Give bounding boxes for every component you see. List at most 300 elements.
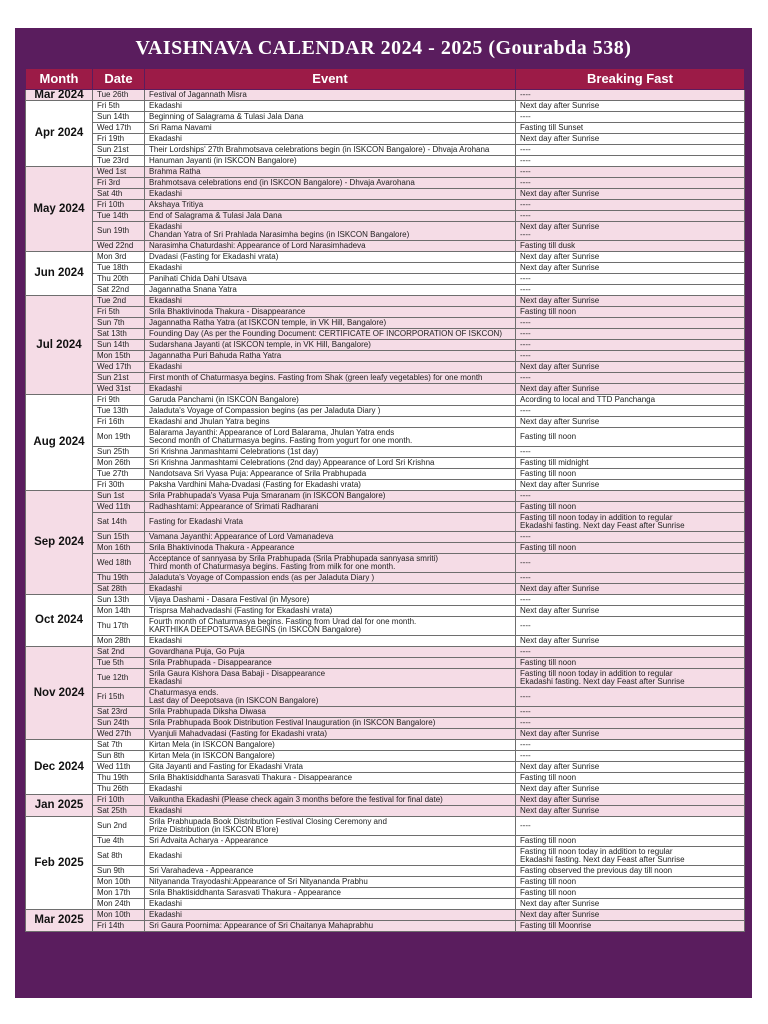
- breaking-fast-line: Next day after Sunrise: [520, 805, 600, 815]
- breaking-fast-cell: [516, 729, 745, 740]
- table-row: [26, 145, 745, 156]
- table-row: [26, 417, 745, 428]
- event-cell: [145, 222, 516, 241]
- event-line: Chandan Yatra of Sri Prahlada Narasimha begins (in ISKCON Bangalore): [149, 230, 410, 239]
- date-cell: Mon 17th: [93, 888, 145, 899]
- table-row: [26, 189, 745, 200]
- date-cell: Mon 14th: [93, 606, 145, 617]
- event-line: Jagannatha Puri Bahuda Ratha Yatra: [149, 350, 282, 360]
- table-row: [26, 285, 745, 296]
- breaking-fast-cell: [516, 145, 745, 156]
- table-row: [26, 899, 745, 910]
- breaking-fast-line: Fasting till noon today in addition to regular: [520, 512, 673, 522]
- event-cell: [145, 101, 516, 112]
- date-cell: Tue 26th: [93, 90, 145, 101]
- event-line: Sri Gaura Poornima: Appearance of Sri Chaitanya Mahaprabhu: [149, 920, 374, 930]
- date-cell: Fri 10th: [93, 200, 145, 211]
- event-cell: [145, 123, 516, 134]
- date-cell: Sun 24th: [93, 718, 145, 729]
- date-cell: Tue 27th: [93, 469, 145, 480]
- breaking-fast-line: Next day after Sunrise: [520, 909, 600, 919]
- event-line: Vijaya Dashami - Dasara Festival (in Mysore): [149, 594, 310, 604]
- event-cell: [145, 189, 516, 200]
- table-row: [26, 573, 745, 584]
- event-cell: [145, 156, 516, 167]
- table-row: [26, 384, 745, 395]
- date-cell: Sat 23rd: [93, 707, 145, 718]
- breaking-fast-line: Next day after Sunrise: [520, 383, 600, 393]
- table-row: [26, 167, 745, 178]
- date-cell: Mon 28th: [93, 636, 145, 647]
- breaking-fast-cell: [516, 428, 745, 447]
- breaking-fast-cell: [516, 647, 745, 658]
- month-cell: Jul 2024: [26, 296, 93, 395]
- event-cell: [145, 847, 516, 866]
- event-cell: [145, 806, 516, 817]
- breaking-fast-cell: [516, 573, 745, 584]
- table-row: [26, 658, 745, 669]
- event-line: Ekadashi: [149, 583, 182, 593]
- breaking-fast-cell: [516, 513, 745, 532]
- event-line: KARTHIKA DEEPOTSAVA BEGINS (in ISKCON Bangalore): [149, 625, 362, 634]
- breaking-fast-cell: [516, 669, 745, 688]
- event-cell: [145, 729, 516, 740]
- event-line: Hanuman Jayanti (in ISKCON Bangalore): [149, 155, 297, 165]
- event-cell: [145, 200, 516, 211]
- event-cell: [145, 406, 516, 417]
- breaking-fast-line: ----: [520, 594, 531, 604]
- breaking-fast-line: Fasting till noon today in addition to regular: [520, 846, 673, 856]
- event-line: Nityananda Trayodashi:Appearance of Sri Nityananda Prabhu: [149, 876, 368, 886]
- date-cell: Wed 18th: [93, 554, 145, 573]
- date-cell: Wed 22nd: [93, 241, 145, 252]
- breaking-fast-line: Next day after Sunrise: [520, 794, 600, 804]
- event-cell: [145, 543, 516, 554]
- event-cell: [145, 307, 516, 318]
- event-line: Ekadashi: [149, 850, 182, 860]
- event-line: Srila Prabhupada Book Distribution Festival Inauguration (in ISKCON Bangalore): [149, 717, 436, 727]
- breaking-fast-cell: [516, 606, 745, 617]
- breaking-fast-cell: [516, 751, 745, 762]
- breaking-fast-cell: [516, 480, 745, 491]
- date-cell: Fri 30th: [93, 480, 145, 491]
- event-cell: [145, 373, 516, 384]
- breaking-fast-cell: [516, 101, 745, 112]
- event-line: Ekadashi: [149, 383, 182, 393]
- breaking-fast-line: ----: [520, 317, 531, 327]
- table-row: [26, 762, 745, 773]
- breaking-fast-line: ----: [520, 820, 531, 830]
- event-cell: [145, 211, 516, 222]
- header-date: Date: [93, 69, 145, 90]
- event-cell: [145, 836, 516, 847]
- event-line: Last day of Deepotsava (in ISKCON Bangalore): [149, 696, 319, 705]
- breaking-fast-line: ----: [520, 111, 531, 121]
- table-row: [26, 502, 745, 513]
- table-row: [26, 101, 745, 112]
- breaking-fast-line: ----: [520, 691, 531, 701]
- header-month: Month: [26, 69, 93, 90]
- date-cell: Thu 19th: [93, 573, 145, 584]
- breaking-fast-line: Next day after Sunrise: [520, 635, 600, 645]
- event-line: Ekadashi: [149, 361, 182, 371]
- date-cell: Thu 26th: [93, 784, 145, 795]
- date-cell: Sat 8th: [93, 847, 145, 866]
- table-row: [26, 532, 745, 543]
- breaking-fast-cell: [516, 200, 745, 211]
- event-line: Acceptance of sannyasa by Srila Prabhupada (Srila Prabhupada sannyasa smriti): [149, 553, 439, 563]
- date-cell: Tue 13th: [93, 406, 145, 417]
- breaking-fast-cell: [516, 584, 745, 595]
- date-cell: Sun 25th: [93, 447, 145, 458]
- table-row: [26, 480, 745, 491]
- date-cell: Sun 9th: [93, 866, 145, 877]
- event-line: Brahmotsava celebrations end (in ISKCON Bangalore) - Dhvaja Avarohana: [149, 177, 415, 187]
- breaking-fast-cell: [516, 740, 745, 751]
- breaking-fast-line: Fasting till midnight: [520, 457, 589, 467]
- breaking-fast-line: Fasting till noon: [520, 542, 577, 552]
- date-cell: Tue 5th: [93, 658, 145, 669]
- breaking-fast-line: ----: [520, 89, 531, 99]
- breaking-fast-line: ----: [520, 706, 531, 716]
- event-line: Nandotsava Sri Vyasa Puja: Appearance of Srila Prabhupada: [149, 468, 367, 478]
- breaking-fast-cell: [516, 222, 745, 241]
- breaking-fast-cell: [516, 469, 745, 480]
- breaking-fast-cell: [516, 351, 745, 362]
- breaking-fast-line: Next day after Sunrise: [520, 761, 600, 771]
- table-row: [26, 836, 745, 847]
- event-cell: [145, 817, 516, 836]
- breaking-fast-line: ----: [520, 572, 531, 582]
- month-cell: Jan 2025: [26, 795, 93, 817]
- table-row: [26, 112, 745, 123]
- event-cell: [145, 866, 516, 877]
- breaking-fast-cell: [516, 373, 745, 384]
- event-line: Ekadashi: [149, 221, 182, 231]
- event-cell: [145, 252, 516, 263]
- table-row: [26, 395, 745, 406]
- event-line: Paksha Vardhini Maha-Dvadasi (Fasting for Ekadashi vrata): [149, 479, 361, 489]
- event-line: Ekadashi: [149, 783, 182, 793]
- event-line: Dvadasi (Fasting for Ekadashi vrata): [149, 251, 279, 261]
- event-line: Festival of Jagannath Misra: [149, 89, 247, 99]
- month-cell: Nov 2024: [26, 647, 93, 740]
- breaking-fast-cell: [516, 910, 745, 921]
- table-row: [26, 554, 745, 573]
- table-row: [26, 718, 745, 729]
- event-line: Jagannatha Ratha Yatra (at ISKCON temple, in VK Hill, Bangalore): [149, 317, 387, 327]
- breaking-fast-cell: [516, 617, 745, 636]
- event-cell: [145, 910, 516, 921]
- table-row: [26, 584, 745, 595]
- event-line: Ekadashi: [149, 677, 182, 686]
- event-line: Srila Gaura Kishora Dasa Babaji - Disappearance: [149, 668, 326, 678]
- header-row: [26, 69, 745, 90]
- event-line: Fasting for Ekadashi Vrata: [149, 516, 243, 526]
- month-group: [26, 491, 745, 595]
- breaking-fast-cell: [516, 543, 745, 554]
- breaking-fast-line: Fasting till noon: [520, 501, 577, 511]
- table-row: [26, 921, 745, 932]
- table-row: [26, 669, 745, 688]
- event-line: Ekadashi: [149, 133, 182, 143]
- date-cell: Sun 1st: [93, 491, 145, 502]
- date-cell: Mon 26th: [93, 458, 145, 469]
- table-row: [26, 428, 745, 447]
- event-cell: [145, 647, 516, 658]
- breaking-fast-cell: [516, 395, 745, 406]
- month-cell: Jun 2024: [26, 252, 93, 296]
- event-cell: [145, 145, 516, 156]
- event-line: Srila Prabhupada Diksha Diwasa: [149, 706, 266, 716]
- event-cell: [145, 740, 516, 751]
- event-line: Sri Krishna Janmashtami Celebrations (1st day): [149, 446, 319, 456]
- breaking-fast-line: ----: [520, 144, 531, 154]
- date-cell: Thu 19th: [93, 773, 145, 784]
- table-row: [26, 543, 745, 554]
- event-line: Sri Rama Navami: [149, 122, 212, 132]
- breaking-fast-line: Next day after Sunrise: [520, 728, 600, 738]
- date-cell: Fri 9th: [93, 395, 145, 406]
- breaking-fast-cell: [516, 156, 745, 167]
- month-group: [26, 395, 745, 491]
- breaking-fast-cell: [516, 762, 745, 773]
- table-row: [26, 729, 745, 740]
- event-cell: [145, 491, 516, 502]
- table-row: [26, 241, 745, 252]
- breaking-fast-cell: [516, 866, 745, 877]
- breaking-fast-line: Fasting till noon: [520, 306, 577, 316]
- table-row: [26, 351, 745, 362]
- table-row: [26, 318, 745, 329]
- breaking-fast-cell: [516, 921, 745, 932]
- breaking-fast-line: ----: [520, 166, 531, 176]
- event-cell: [145, 773, 516, 784]
- event-line: Radhashtami: Appearance of Srimati Radharani: [149, 501, 319, 511]
- breaking-fast-line: Ekadashi fasting. Next day Feast after Sunrise: [520, 521, 685, 530]
- breaking-fast-cell: [516, 491, 745, 502]
- event-line: Vamana Jayanthi: Appearance of Lord Vamanadeva: [149, 531, 334, 541]
- breaking-fast-line: Ekadashi fasting. Next day Feast after Sunrise: [520, 677, 685, 686]
- date-cell: Fri 14th: [93, 921, 145, 932]
- event-line: Trisprsa Mahadvadashi (Fasting for Ekadashi vrata): [149, 605, 333, 615]
- event-line: Brahma Ratha: [149, 166, 201, 176]
- breaking-fast-line: Next day after Sunrise: [520, 361, 600, 371]
- table-row: [26, 707, 745, 718]
- breaking-fast-line: ----: [520, 531, 531, 541]
- table-row: [26, 200, 745, 211]
- month-cell: May 2024: [26, 167, 93, 252]
- date-cell: Wed 17th: [93, 123, 145, 134]
- breaking-fast-cell: [516, 274, 745, 285]
- date-cell: Sat 2nd: [93, 647, 145, 658]
- table-row: [26, 806, 745, 817]
- date-cell: Tue 14th: [93, 211, 145, 222]
- header-event: Event: [145, 69, 516, 90]
- breaking-fast-line: Fasting till noon: [520, 887, 577, 897]
- event-cell: [145, 532, 516, 543]
- table-row: [26, 263, 745, 274]
- breaking-fast-cell: [516, 836, 745, 847]
- event-cell: [145, 751, 516, 762]
- table-row: [26, 274, 745, 285]
- date-cell: Fri 10th: [93, 795, 145, 806]
- table-row: [26, 647, 745, 658]
- table-row: [26, 817, 745, 836]
- month-cell: Mar 2024: [26, 90, 93, 101]
- table-row: [26, 296, 745, 307]
- event-line: Srila Bhaktivinoda Thakura - Disappearance: [149, 306, 306, 316]
- breaking-fast-line: Fasting till Sunset: [520, 122, 584, 132]
- breaking-fast-line: ----: [520, 350, 531, 360]
- event-line: Garuda Panchami (in ISKCON Bangalore): [149, 394, 299, 404]
- event-cell: [145, 554, 516, 573]
- month-group: [26, 817, 745, 910]
- date-cell: Tue 4th: [93, 836, 145, 847]
- breaking-fast-cell: [516, 318, 745, 329]
- event-cell: [145, 329, 516, 340]
- month-group: [26, 740, 745, 795]
- table-row: [26, 636, 745, 647]
- event-cell: [145, 351, 516, 362]
- event-cell: [145, 513, 516, 532]
- breaking-fast-cell: [516, 189, 745, 200]
- event-line: Kirtan Mela (in ISKCON Bangalore): [149, 739, 275, 749]
- date-cell: Mon 10th: [93, 877, 145, 888]
- header-breaking-fast: Breaking Fast: [516, 69, 745, 90]
- event-line: Chaturmasya ends.: [149, 687, 219, 697]
- event-line: Third month of Chaturmasya begins. Fasting from milk for one month.: [149, 562, 396, 571]
- event-line: Founding Day (As per the Founding Document: CERTIFICATE OF INCORPORATION OF ISKCON): [149, 328, 502, 338]
- event-cell: [145, 90, 516, 101]
- breaking-fast-line: ----: [520, 230, 531, 239]
- event-line: Ekadashi: [149, 635, 182, 645]
- event-cell: [145, 480, 516, 491]
- breaking-fast-line: ----: [520, 328, 531, 338]
- month-group: [26, 296, 745, 395]
- date-cell: Tue 23rd: [93, 156, 145, 167]
- breaking-fast-line: Fasting observed the previous day till noon: [520, 865, 673, 875]
- breaking-fast-line: ----: [520, 372, 531, 382]
- breaking-fast-line: Next day after Sunrise: [520, 479, 600, 489]
- event-cell: [145, 274, 516, 285]
- breaking-fast-line: Fasting till noon: [520, 835, 577, 845]
- event-line: Ekadashi: [149, 262, 182, 272]
- breaking-fast-cell: [516, 329, 745, 340]
- month-cell: Oct 2024: [26, 595, 93, 647]
- breaking-fast-cell: [516, 502, 745, 513]
- breaking-fast-cell: [516, 806, 745, 817]
- page-title: VAISHNAVA CALENDAR 2024 - 2025 (Gourabda 538): [135, 37, 632, 59]
- table-row: [26, 211, 745, 222]
- month-group: [26, 167, 745, 252]
- month-cell: Mar 2025: [26, 910, 93, 932]
- date-cell: Tue 18th: [93, 263, 145, 274]
- breaking-fast-line: Fasting till noon today in addition to regular: [520, 668, 673, 678]
- event-cell: [145, 707, 516, 718]
- breaking-fast-line: Fasting till Moonrise: [520, 920, 592, 930]
- breaking-fast-line: Next day after Sunrise: [520, 251, 600, 261]
- breaking-fast-line: Next day after Sunrise: [520, 262, 600, 272]
- breaking-fast-line: Ekadashi fasting. Next day Feast after Sunrise: [520, 855, 685, 864]
- breaking-fast-cell: [516, 123, 745, 134]
- event-cell: [145, 658, 516, 669]
- date-cell: Sat 22nd: [93, 285, 145, 296]
- event-cell: [145, 241, 516, 252]
- calendar-table: [25, 68, 745, 932]
- month-group: [26, 252, 745, 296]
- event-cell: [145, 718, 516, 729]
- event-line: Balarama Jayanthi: Appearance of Lord Balarama, Jhulan Yatra ends: [149, 427, 395, 437]
- breaking-fast-cell: [516, 252, 745, 263]
- breaking-fast-cell: [516, 167, 745, 178]
- event-cell: [145, 573, 516, 584]
- breaking-fast-cell: [516, 296, 745, 307]
- date-cell: Wed 11th: [93, 762, 145, 773]
- event-line: Akshaya Tritiya: [149, 199, 204, 209]
- breaking-fast-cell: [516, 847, 745, 866]
- breaking-fast-line: ----: [520, 273, 531, 283]
- date-cell: Fri 16th: [93, 417, 145, 428]
- date-cell: Sun 14th: [93, 340, 145, 351]
- breaking-fast-line: ----: [520, 199, 531, 209]
- date-cell: Sat 7th: [93, 740, 145, 751]
- event-cell: [145, 502, 516, 513]
- event-line: Sri Krishna Janmashtami Celebrations (2nd day) Appearance of Lord Sri Krishna: [149, 457, 435, 467]
- month-cell: Aug 2024: [26, 395, 93, 491]
- event-cell: [145, 318, 516, 329]
- event-line: Vyanjuli Mahadvadasi (Fasting for Ekadashi vrata): [149, 728, 328, 738]
- event-line: Srila Bhaktisiddhanta Sarasvati Thakura - Disappearance: [149, 772, 353, 782]
- event-cell: [145, 263, 516, 274]
- event-cell: [145, 877, 516, 888]
- breaking-fast-cell: [516, 888, 745, 899]
- event-cell: [145, 688, 516, 707]
- breaking-fast-line: ----: [520, 557, 531, 567]
- event-cell: [145, 888, 516, 899]
- breaking-fast-cell: [516, 447, 745, 458]
- table-row: [26, 222, 745, 241]
- event-line: Their Lordships' 27th Brahmotsava celebrations begin (in ISKCON Bangalore) - Dhvaja Arohana: [149, 144, 490, 154]
- date-cell: Sun 8th: [93, 751, 145, 762]
- event-line: Sudarshana Jayanti (at ISKCON temple, in VK Hill, Bangalore): [149, 339, 371, 349]
- event-cell: [145, 134, 516, 145]
- table-row: [26, 178, 745, 189]
- event-cell: [145, 417, 516, 428]
- table-row: [26, 773, 745, 784]
- breaking-fast-cell: [516, 795, 745, 806]
- breaking-fast-line: Next day after Sunrise: [520, 416, 600, 426]
- breaking-fast-line: Next day after Sunrise: [520, 295, 600, 305]
- date-cell: Sun 21st: [93, 373, 145, 384]
- event-cell: [145, 167, 516, 178]
- breaking-fast-cell: [516, 688, 745, 707]
- date-cell: Wed 1st: [93, 167, 145, 178]
- event-cell: [145, 428, 516, 447]
- breaking-fast-cell: [516, 263, 745, 274]
- breaking-fast-line: Fasting till noon: [520, 772, 577, 782]
- breaking-fast-cell: [516, 877, 745, 888]
- breaking-fast-cell: [516, 340, 745, 351]
- table-row: [26, 123, 745, 134]
- event-cell: [145, 296, 516, 307]
- table-row: [26, 362, 745, 373]
- date-cell: Tue 12th: [93, 669, 145, 688]
- breaking-fast-line: ----: [520, 446, 531, 456]
- event-cell: [145, 384, 516, 395]
- table-row: [26, 606, 745, 617]
- event-line: Srila Prabhupada Book Distribution Festival Closing Ceremony and: [149, 816, 387, 826]
